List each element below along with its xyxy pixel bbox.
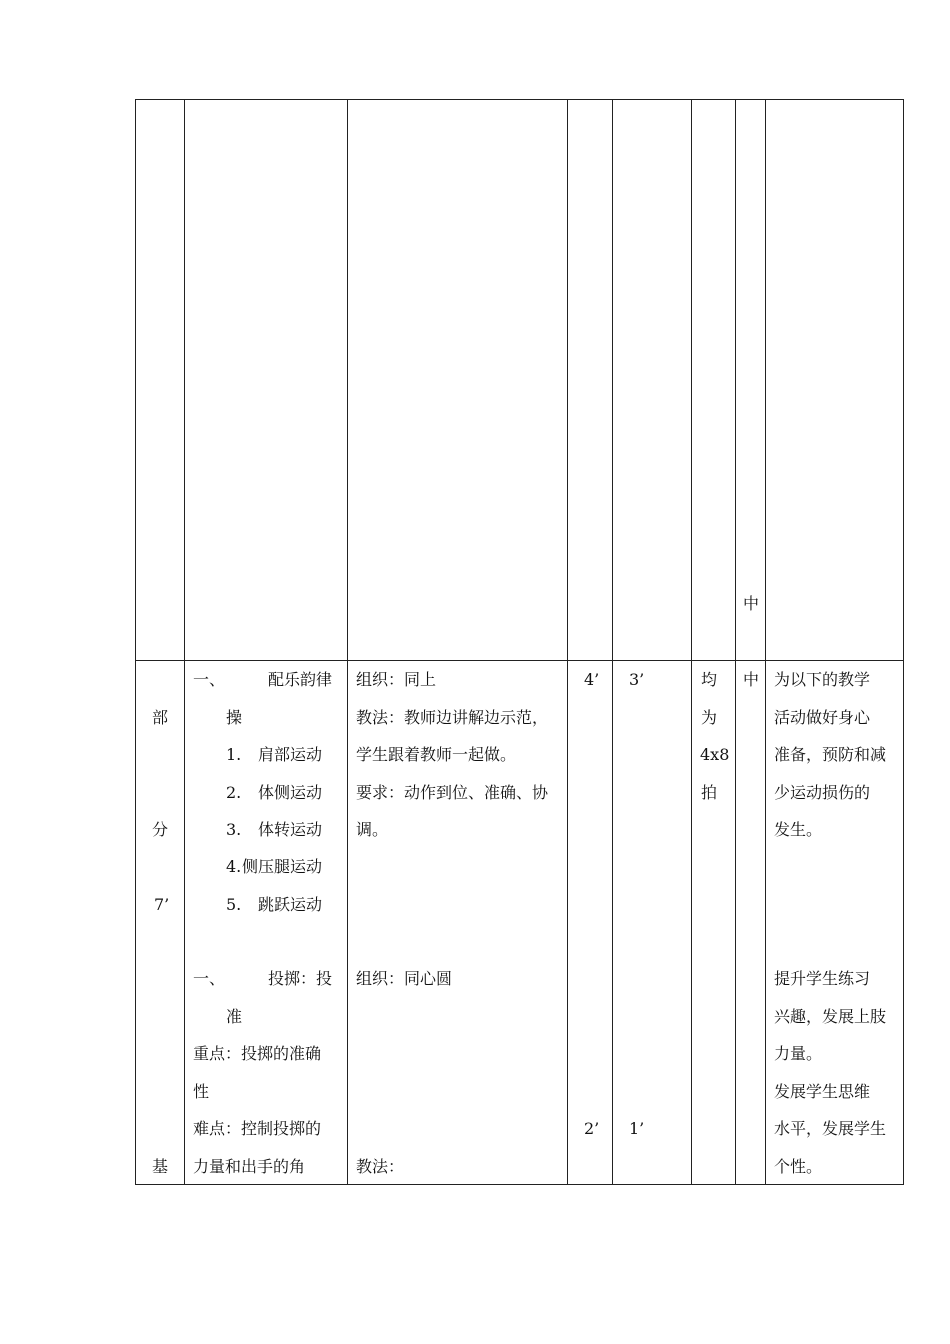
warmup-item-number: 3. — [226, 820, 242, 839]
warmup-item-text: 跳跃运动 — [258, 895, 323, 914]
throw-method: 教法： — [356, 1157, 405, 1176]
warmup-item-number: 2. — [226, 783, 242, 802]
section-duration: 7’ — [154, 895, 170, 914]
throw-count: 1’ — [629, 1119, 645, 1138]
row-divider — [135, 660, 904, 661]
warmup-item-text: 肩部运动 — [258, 745, 323, 764]
warmup-beats-char: 均 — [701, 670, 718, 689]
warmup-item-text: 侧压腿运动 — [242, 857, 323, 876]
column-divider — [691, 99, 692, 1185]
warmup-purpose-line: 发生。 — [774, 820, 823, 839]
column-divider — [735, 99, 736, 1185]
warmup-heading: 配乐韵律 — [268, 670, 333, 689]
table-border-left — [135, 99, 136, 1185]
throw-difficulty-line2: 力量和出手的角 — [193, 1157, 306, 1176]
column-divider — [347, 99, 348, 1185]
throw-purpose-line: 水平，发展学生 — [774, 1119, 887, 1138]
throw-purpose-line: 发展学生思维 — [774, 1082, 871, 1101]
throw-key-point-line1: 重点：投掷的准确 — [193, 1044, 322, 1063]
column-divider — [184, 99, 185, 1185]
throw-heading-tail: 准 — [226, 1007, 243, 1026]
top-row-intensity: 中 — [743, 594, 760, 613]
throw-organization: 组织：同心圆 — [356, 969, 453, 988]
throw-purpose-line: 力量。 — [774, 1044, 823, 1063]
throw-time: 2’ — [584, 1119, 600, 1138]
warmup-count: 3’ — [629, 670, 645, 689]
warmup-organization: 组织：同上 — [356, 670, 437, 689]
warmup-item-text: 体转运动 — [258, 820, 323, 839]
column-divider — [612, 99, 613, 1185]
section-char-bu: 部 — [152, 708, 169, 727]
throw-heading: 投掷：投 — [268, 969, 333, 988]
warmup-item-text: 体侧运动 — [258, 783, 323, 802]
throw-difficulty-line1: 难点：控制投掷的 — [193, 1119, 322, 1138]
table-border-top — [135, 99, 904, 100]
throw-purpose-line: 提升学生练习 — [774, 969, 871, 988]
warmup-intensity: 中 — [743, 670, 760, 689]
table-border-bottom — [135, 1184, 904, 1185]
section-char-ji: 基 — [152, 1157, 169, 1176]
section-char-fen: 分 — [152, 820, 169, 839]
warmup-purpose-line: 准备，预防和减 — [774, 745, 887, 764]
throw-key-point-line2: 性 — [193, 1082, 210, 1101]
warmup-item-number: 5. — [226, 895, 242, 914]
warmup-item-number: 1. — [226, 745, 242, 764]
warmup-method-line1: 教法：教师边讲解边示范， — [356, 708, 549, 727]
warmup-purpose-line: 少运动损伤的 — [774, 783, 871, 802]
warmup-purpose-line: 活动做好身心 — [774, 708, 871, 727]
warmup-item-number: 4. — [226, 857, 242, 876]
table-border-right — [903, 99, 904, 1185]
warmup-time: 4’ — [584, 670, 600, 689]
column-divider — [567, 99, 568, 1185]
lesson-plan-table — [135, 99, 904, 1185]
warmup-beats-char: 拍 — [701, 783, 718, 802]
throw-purpose-line: 个性。 — [774, 1157, 823, 1176]
warmup-requirement-line1: 要求：动作到位、准确、协 — [356, 783, 549, 802]
warmup-purpose-line: 为以下的教学 — [774, 670, 871, 689]
column-divider — [765, 99, 766, 1185]
warmup-beats-char: 为 — [701, 708, 718, 727]
warmup-heading-number: 一、 — [193, 670, 226, 689]
warmup-method-line2: 学生跟着教师一起做。 — [356, 745, 517, 764]
warmup-beats-value: 4x8 — [700, 745, 730, 764]
throw-purpose-line: 兴趣，发展上肢 — [774, 1007, 887, 1026]
warmup-requirement-line2: 调。 — [356, 820, 389, 839]
throw-heading-number: 一、 — [193, 969, 226, 988]
warmup-heading-tail: 操 — [226, 708, 243, 727]
